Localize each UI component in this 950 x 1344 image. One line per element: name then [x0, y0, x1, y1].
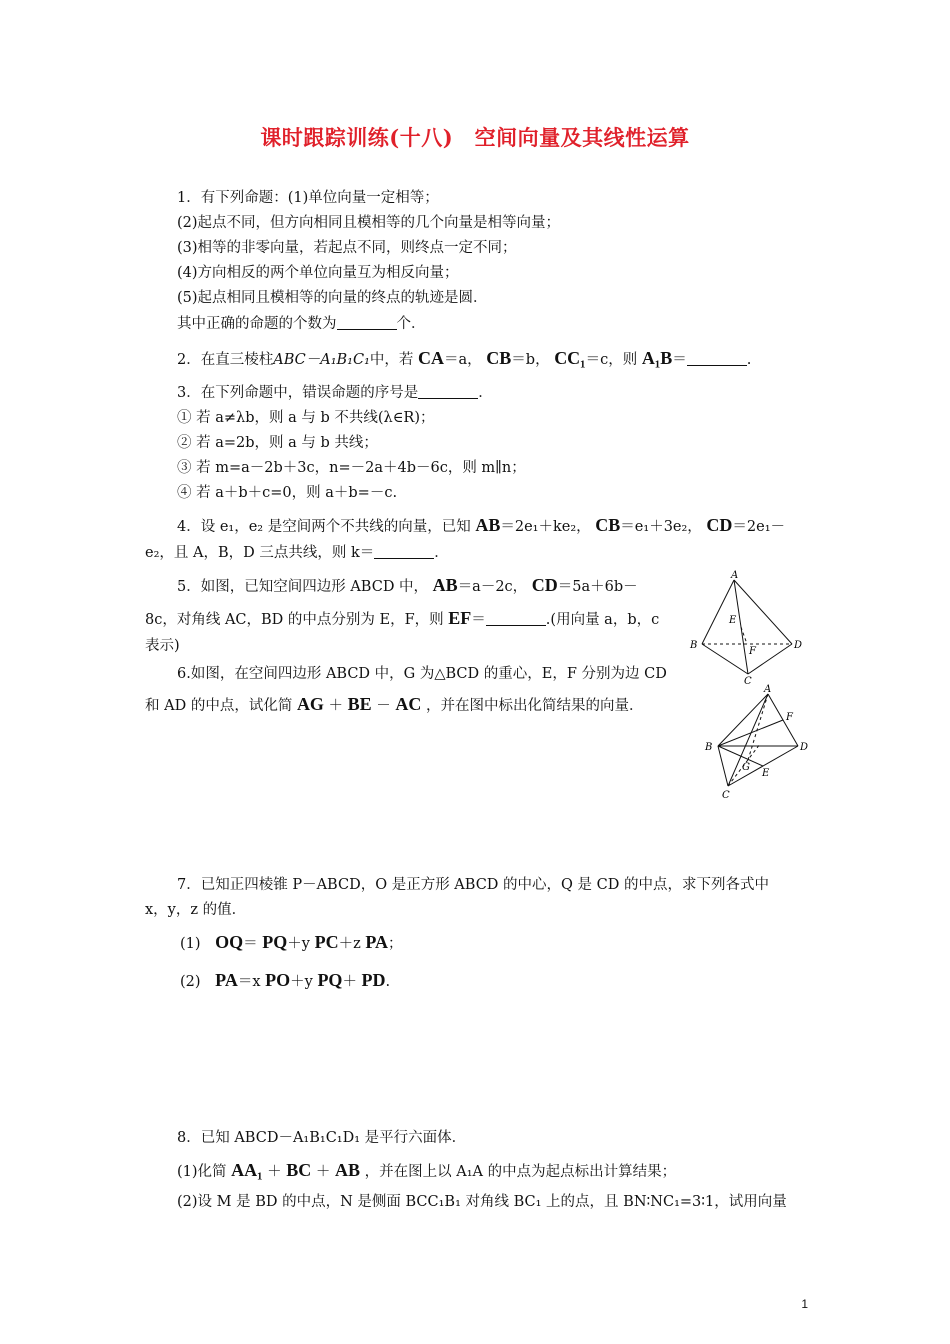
figure-tetrahedron-1	[686, 568, 810, 686]
label-G: G	[742, 762, 750, 773]
q1-text-b: 个．	[396, 316, 426, 332]
q2-text: 2．在直三棱柱	[177, 352, 274, 368]
q4-line-2	[145, 543, 449, 563]
q3-line-5: ④ 若 a＋b＋c=0，则 a＋b=－c.	[177, 485, 398, 501]
q4-line-1	[177, 515, 785, 537]
vector-OQ: OQ	[215, 932, 244, 952]
label-B: B	[705, 742, 713, 753]
vector-CA: CA	[418, 348, 444, 368]
vector-AB: AB	[335, 1160, 361, 1180]
q2-end: .	[746, 352, 752, 368]
q2-text: 中，若	[369, 352, 414, 368]
label-D: D	[800, 742, 809, 753]
q3-text: ．	[478, 385, 493, 401]
q8-line-2	[177, 1160, 676, 1182]
q7-op: ＋y	[290, 974, 313, 990]
q7-op: ＋z	[338, 936, 361, 952]
vector-CD: CD	[531, 575, 558, 595]
label-E: E	[729, 615, 737, 626]
q4-eq: ＝2e₁＋ke₂，	[500, 519, 591, 535]
q2-eq: ＝	[672, 352, 687, 368]
vector-BE: BE	[347, 694, 372, 714]
q4-text: e₂，且 A，B，D 三点共线，则 k＝	[145, 545, 375, 561]
label-D: D	[794, 640, 803, 651]
vector-EF: EF	[448, 608, 472, 628]
edge-AB	[702, 580, 734, 644]
q8-text: (1)化简	[177, 1164, 227, 1180]
vector-CD: CD	[706, 515, 733, 535]
q1-line-1: 1．有下列命题：(1)单位向量一定相等；	[177, 190, 439, 206]
q6-text: ，并在图中标出化简结果的向量．	[426, 698, 644, 714]
q7-op: ＋y	[287, 936, 310, 952]
q7-sub-1	[180, 932, 403, 954]
edge-AD	[734, 580, 792, 644]
vector-PQ: PQ	[317, 970, 343, 990]
vector-AG: AG	[296, 694, 324, 714]
q1-text-a: 其中正确的命题的个数为	[177, 316, 337, 332]
q7-op: ＝	[243, 936, 258, 952]
answer-blank	[418, 384, 478, 399]
label-B: B	[690, 640, 698, 651]
vector-PD: PD	[361, 970, 386, 990]
q1-line-2: (2)起点不同，但方向相同且模相等的几个向量是相等向量；	[177, 215, 561, 231]
vector-AA1: AA₁	[231, 1160, 263, 1180]
label-A: A	[764, 684, 772, 695]
label-C: C	[744, 676, 752, 686]
vector-PO: PO	[265, 970, 291, 990]
figure-tetrahedron-2	[700, 682, 816, 802]
q5-line-1	[177, 575, 638, 597]
vector-BC: BC	[286, 1160, 312, 1180]
answer-blank	[374, 544, 434, 559]
page-title: 课时跟踪训练(十八) 空间向量及其线性运算	[260, 125, 690, 150]
q4-eq: ＝e₁＋3e₂，	[620, 519, 702, 535]
q5-line-2	[145, 608, 659, 630]
q5-text: 8c，对角线 AC，BD 的中点分别为 E，F，则	[145, 612, 444, 628]
vector-CB: CB	[486, 348, 512, 368]
q6-line-1: 6.如图，在空间四边形 ABCD 中，G 为△BCD 的重心，E，F 分别为边 CD	[177, 666, 667, 682]
q7-sub-label: (2)	[180, 974, 201, 990]
segment-BE	[718, 746, 763, 766]
segment-BF	[718, 720, 783, 746]
q1-line-3: (3)相等的非零向量，若起点不同，则终点一定不同；	[177, 240, 517, 256]
q6-line-2	[145, 694, 644, 716]
label-E: E	[762, 768, 770, 779]
vector-CC1: CC₁	[554, 348, 586, 368]
q8-line-1: 8．已知 ABCD－A₁B₁C₁D₁ 是平行六面体．	[177, 1130, 467, 1146]
vector-PQ: PQ	[262, 932, 288, 952]
q7-line-2: x，y，z 的值．	[145, 902, 247, 918]
q7-end: .	[385, 974, 391, 990]
q4-eq: ＝2e₁－	[732, 519, 786, 535]
label-A: A	[731, 570, 739, 581]
q7-op: ＋	[342, 974, 357, 990]
q2-prism: ABC－A₁B₁C₁	[273, 352, 370, 368]
vector-AB: AB	[432, 575, 458, 595]
q8-op: ＋	[315, 1164, 331, 1180]
q1-line-6	[177, 314, 426, 334]
label-F: F	[749, 646, 756, 657]
q7-line-1: 7．已知正四棱锥 P－ABCD，O 是正方形 ABCD 的中心，Q 是 CD 的中点，求下列各式中	[177, 877, 769, 893]
q7-op: ＝x	[237, 974, 261, 990]
q4-text: ．	[434, 545, 449, 561]
q8-text: ，并在图上以 A₁A 的中点为起点标出计算结果；	[364, 1164, 677, 1180]
q6-text: 和 AD 的中点，试化简	[145, 698, 293, 714]
q2-line	[177, 348, 751, 370]
q6-op: －	[376, 698, 391, 714]
vector-AC: AC	[395, 694, 422, 714]
edge-BC	[718, 746, 728, 786]
q3-line-2: ① 若 a≠λb，则 a 与 b 不共线(λ∈R)；	[177, 410, 435, 426]
q1-line-5: (5)起点相同且模相等的向量的终点的轨迹是圆．	[177, 290, 488, 306]
q4-text: 4．设 e₁，e₂ 是空间两个不共线的向量，已知	[177, 519, 471, 535]
answer-blank	[337, 315, 397, 330]
q7-end: ；	[388, 936, 403, 952]
vector-PA: PA	[215, 970, 238, 990]
vector-CB: CB	[595, 515, 621, 535]
label-C: C	[722, 790, 730, 801]
q5-text: 5．如图，已知空间四边形 ABCD 中，	[177, 579, 429, 595]
page-number: 1	[801, 1297, 808, 1311]
q5-eq: ＝a－2c，	[457, 579, 528, 595]
q2-eq: ＝b，	[511, 352, 550, 368]
q5-text: .(用向量 a，b，c	[545, 612, 660, 628]
q7-sub-label: (1)	[180, 936, 201, 952]
edge-BC	[702, 644, 748, 674]
q6-op: ＋	[328, 698, 344, 714]
q5-eq: ＝	[471, 612, 486, 628]
label-F: F	[786, 712, 793, 723]
q1-line-4: (4)方向相反的两个单位向量互为相反向量；	[177, 265, 459, 281]
q3-text: 3．在下列命题中，错误命题的序号是	[177, 385, 419, 401]
vector-AB: AB	[475, 515, 501, 535]
q3-line-4: ③ 若 m=a－2b＋3c，n=－2a＋4b－6c，则 m∥n；	[177, 460, 526, 476]
q8-line-3: (2)设 M 是 BD 的中点，N 是侧面 BCC₁B₁ 对角线 BC₁ 上的点，且 BN∶NC₁=3∶1，试用向量	[177, 1194, 787, 1210]
vector-PC: PC	[314, 932, 339, 952]
answer-blank	[687, 351, 747, 366]
q3-line-1	[177, 383, 493, 403]
q8-op: ＋	[267, 1164, 282, 1180]
edge-AB	[718, 694, 768, 746]
vector-PA: PA	[365, 932, 389, 952]
q5-line-3: 表示)	[145, 638, 180, 654]
q7-sub-2	[180, 970, 390, 992]
q5-eq: ＝5a＋6b－	[557, 579, 638, 595]
q2-eq: ＝c，则	[585, 352, 638, 368]
vector-A1B: A₁B	[641, 348, 673, 368]
q3-line-3: ② 若 a=2b，则 a 与 b 共线；	[177, 435, 378, 451]
answer-blank	[486, 611, 546, 626]
q2-eq: ＝a，	[444, 352, 482, 368]
